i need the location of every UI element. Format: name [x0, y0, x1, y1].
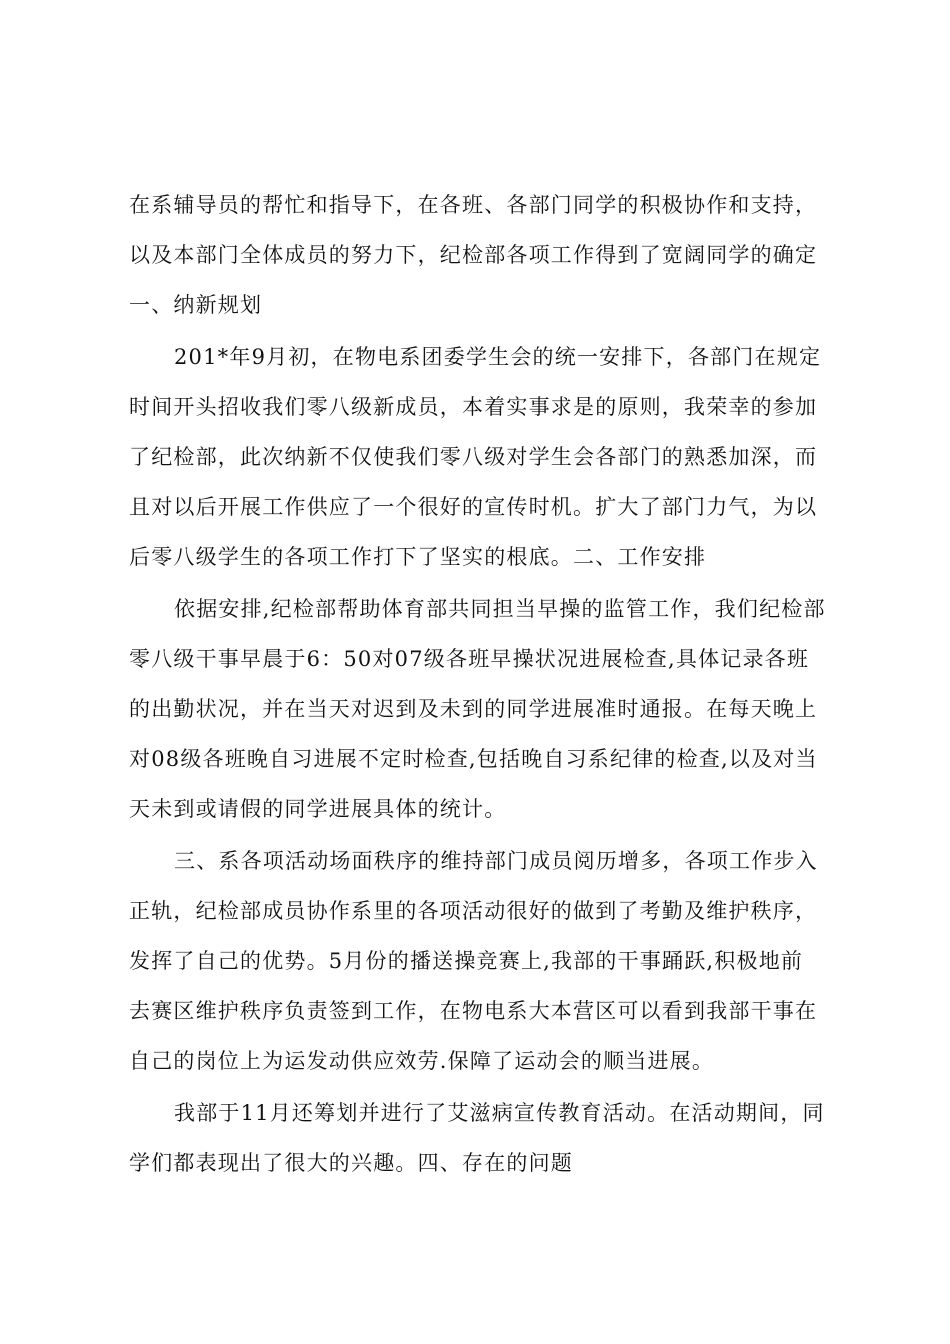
text-line: 三、系各项活动场面秩序的维持部门成员阅历增多，各项工作步入 — [174, 849, 818, 873]
text-line: 去赛区维护秩序负责签到工作，在物电系大本营区可以看到我部干事在 — [129, 999, 818, 1023]
section-heading: 一、纳新规划 — [129, 293, 263, 317]
text-line: 对08级各班晚自习进展不定时检查,包括晚自习系纪律的检查,以及对当 — [129, 747, 818, 771]
text-line: 正轨，纪检部成员协作系里的各项活动很好的做到了考勤及维护秩序， — [129, 899, 818, 923]
text-line: 发挥了自己的优势。5月份的播送操竞赛上,我部的干事踊跃,积极地前 — [129, 949, 804, 973]
text-line: 天未到或请假的同学进展具体的统计。 — [129, 797, 507, 821]
text-line: 我部于11月还筹划并进行了艾滋病宣传教育活动。在活动期间，同 — [174, 1101, 825, 1125]
text-line: 零八级干事早晨于6：50对07级各班早操状况进展检查,具体记录各班 — [129, 647, 810, 671]
text-line: 且对以后开展工作供应了一个很好的宣传时机。扩大了部门力气，为以 — [129, 495, 818, 519]
text-line: 自己的岗位上为运发动供应效劳.保障了运动会的顺当进展。 — [129, 1049, 715, 1073]
text-line: 201*年9月初，在物电系团委学生会的统一安排下，各部门在规定 — [174, 345, 822, 369]
text-line: 了纪检部，此次纳新不仅使我们零八级对学生会各部门的熟悉加深，而 — [129, 445, 818, 469]
text-line: 后零八级学生的各项工作打下了坚实的根底。二、工作安排 — [129, 545, 707, 569]
text-line: 的出勤状况，并在当天对迟到及未到的同学进展准时通报。在每天晚上 — [129, 697, 818, 721]
text-line: 在系辅导员的帮忙和指导下，在各班、各部门同学的积极协作和支持， — [129, 193, 818, 217]
text-line: 时间开头招收我们零八级新成员，本着实事求是的原则，我荣幸的参加 — [129, 395, 818, 419]
text-line: 以及本部门全体成员的努力下，纪检部各项工作得到了宽阔同学的确定 — [129, 243, 818, 267]
text-line: 学们都表现出了很大的兴趣。四、存在的问题 — [129, 1151, 573, 1175]
text-line: 依据安排,纪检部帮助体育部共同担当早操的监管工作，我们纪检部 — [174, 597, 826, 621]
